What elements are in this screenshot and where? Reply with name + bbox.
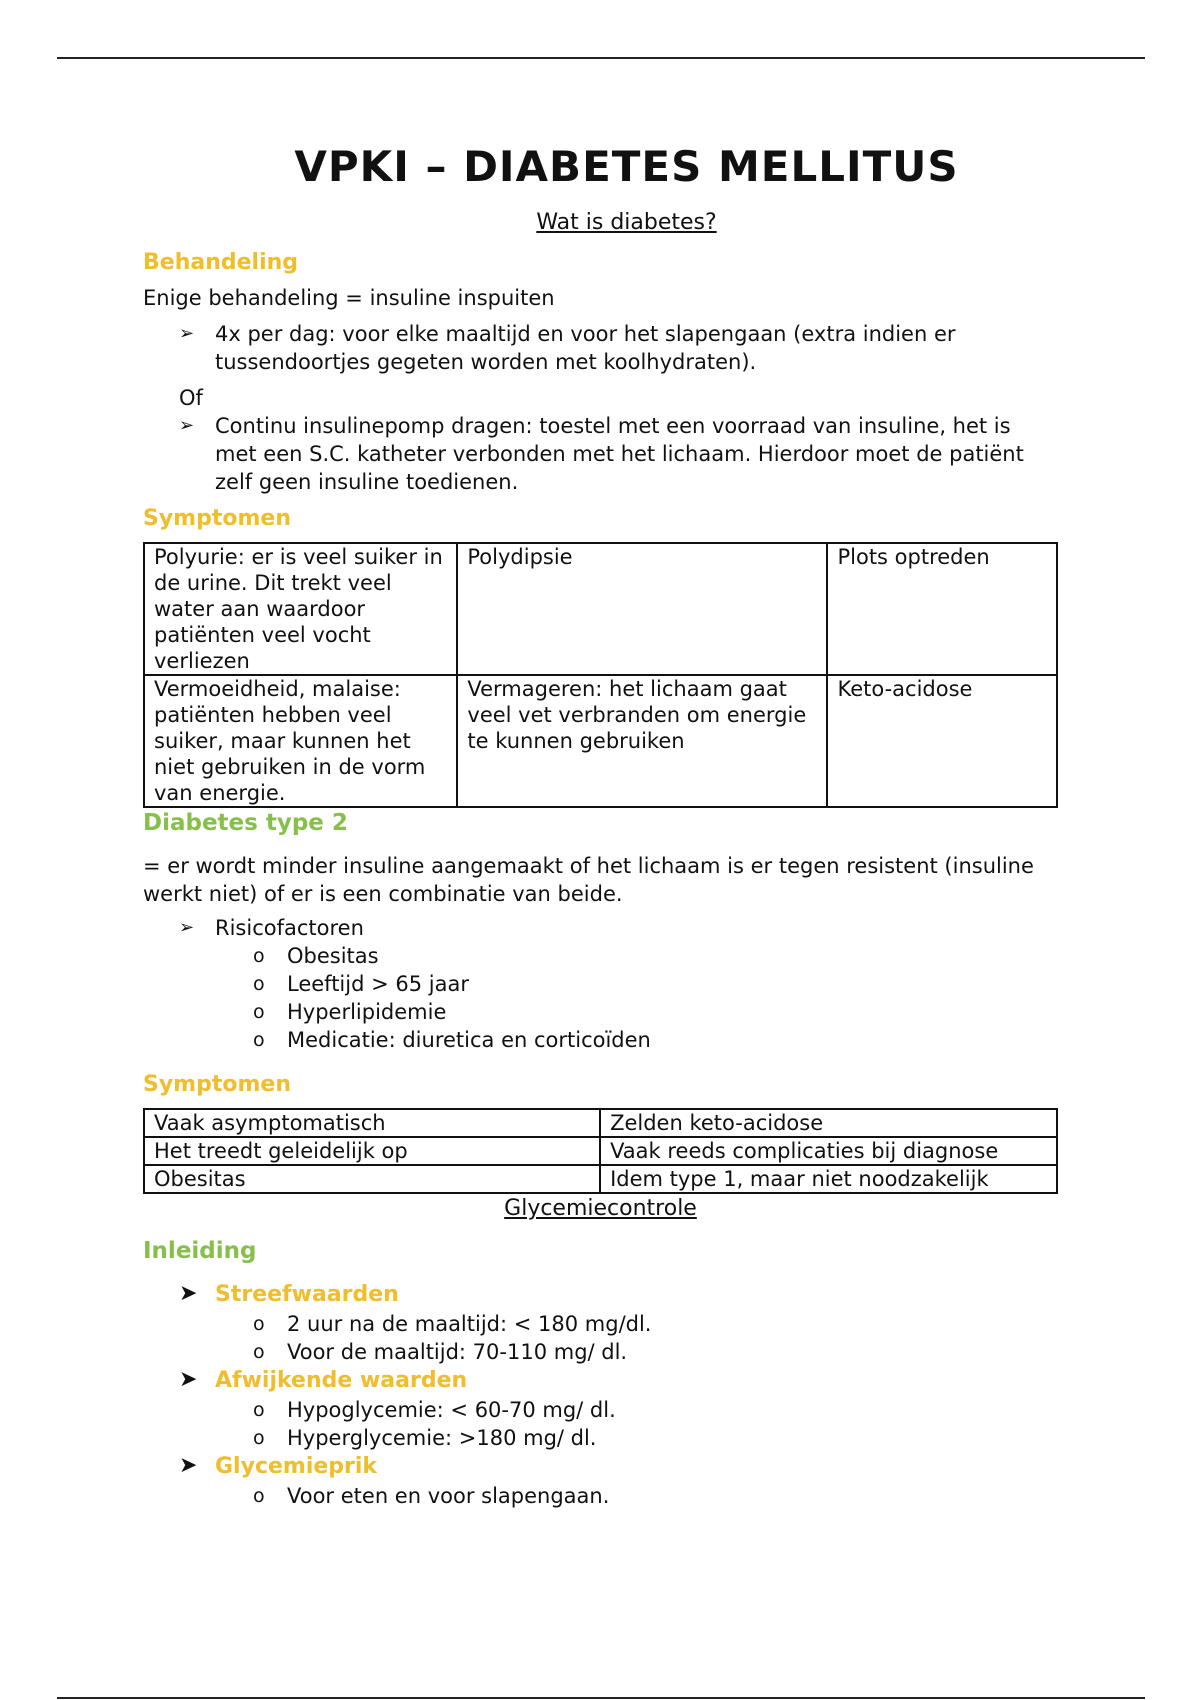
arrow-bullet-icon: ➢ [179,323,195,344]
table-cell: Polyurie: er is veel suiker in de urine. Dit trekt veel water aan waardoor patiënten veel vocht verliezen [144,543,457,675]
circle-bullet-icon: o [253,973,265,995]
list-item: o Obesitas [253,944,379,968]
table-cell: Vaak asymptomatisch [144,1109,600,1137]
table-row [144,1137,1057,1165]
behandeling-list-2 [143,412,1058,496]
table-row [144,675,1057,807]
heading-symptomen-type1: Symptomen [143,506,291,531]
table-cell: Vaak reeds complicaties bij diagnose [600,1137,1057,1165]
risk-factors [143,942,1058,1054]
afwijkende-list [143,1396,1058,1452]
circle-bullet-icon: o [253,1341,265,1363]
circle-bullet-icon: o [253,1485,265,1507]
section-title-glycemiecontrole: Glycemiecontrole [504,1196,697,1221]
list-item: o Hyperglycemie: >180 mg/ dl. [253,1426,597,1450]
list-item: ➢ Risicofactoren [179,916,364,940]
list-item: o Hyperlipidemie [253,1000,447,1024]
symptomen-table-1 [143,542,1058,808]
table-row [144,1165,1057,1193]
heading-inleiding: Inleiding [143,1238,257,1264]
table-cell: Plots optreden [827,543,1057,675]
behandeling-of: Of [179,386,203,410]
list-item: o 2 uur na de maaltijd: < 180 mg/dl. [253,1312,652,1336]
list-item: o Voor de maaltijd: 70-110 mg/ dl. [253,1340,628,1364]
streefwaarden-heading-list [143,1280,1058,1310]
afwijkende-heading-list [143,1366,1058,1396]
document-page [143,140,1058,1510]
list-item: o Hypoglycemie: < 60-70 mg/ dl. [253,1398,616,1422]
table-cell: Obesitas [144,1165,600,1193]
bottom-rule [57,1697,1145,1699]
circle-bullet-icon: o [253,945,265,967]
table-cell: Polydipsie [457,543,827,675]
circle-bullet-icon: o [253,1001,265,1023]
table-cell: Keto-acidose [827,675,1057,807]
behandeling-intro: Enige behandeling = insuline inspuiten [143,286,555,310]
table-cell: Idem type 1, maar niet noodzakelijk [600,1165,1057,1193]
table-cell: Vermoeidheid, malaise: patiënten hebben veel suiker, maar kunnen het niet gebruiken in de vorm van energie. [144,675,457,807]
arrow-bullet-icon: ➤ [179,1453,198,1478]
behandeling-list-1 [143,320,1058,376]
heading-diabetes-type-2: Diabetes type 2 [143,810,348,836]
heading-symptomen-type2: Symptomen [143,1072,291,1097]
symptomen-table-2 [143,1108,1058,1194]
document-title: VPKI – DIABETES MELLITUS [294,142,959,191]
arrow-bullet-icon: ➤ [179,1367,198,1392]
risk-list [143,914,1058,942]
type2-intro: = er wordt minder insuline aangemaakt of het lichaam is er tegen resistent (insuline werkt niet) of er is een combinatie van beide. [143,854,1034,906]
arrow-bullet-icon: ➢ [179,415,195,436]
circle-bullet-icon: o [253,1029,265,1051]
table-cell: Vermageren: het lichaam gaat veel vet verbranden om energie te kunnen gebruiken [457,675,827,807]
list-item: ➢ 4x per dag: voor elke maaltijd en voor het slapengaan (extra indien er tussendoortjes gegeten worden met koolhydraten). [179,322,956,374]
list-item: ➢ Continu insulinepomp dragen: toestel met een voorraad van insuline, het is met een S.C. katheter verbonden met het lichaam. Hierdoor moet de patiënt zelf geen insuline toedienen. [179,414,1024,494]
table-cell: Het treedt geleidelijk op [144,1137,600,1165]
glycemieprik-list [143,1482,1058,1510]
list-item: ➤ Glycemieprik [179,1453,378,1479]
circle-bullet-icon: o [253,1313,265,1335]
section-title-wat-is-diabetes: Wat is diabetes? [536,210,717,235]
table-row [144,543,1057,675]
table-cell: Zelden keto-acidose [600,1109,1057,1137]
circle-bullet-icon: o [253,1399,265,1421]
list-item: o Medicatie: diuretica en corticoïden [253,1028,651,1052]
heading-behandeling: Behandeling [143,250,299,275]
circle-bullet-icon: o [253,1427,265,1449]
arrow-bullet-icon: ➤ [179,1281,198,1306]
list-item: ➤ Afwijkende waarden [179,1367,468,1393]
glycemieprik-heading-list [143,1452,1058,1482]
list-item: ➤ Streefwaarden [179,1281,399,1307]
streefwaarden-list [143,1310,1058,1366]
list-item: o Voor eten en voor slapengaan. [253,1484,610,1508]
top-rule [57,57,1145,59]
arrow-bullet-icon: ➢ [179,917,195,938]
table-row [144,1109,1057,1137]
list-item: o Leeftijd > 65 jaar [253,972,469,996]
